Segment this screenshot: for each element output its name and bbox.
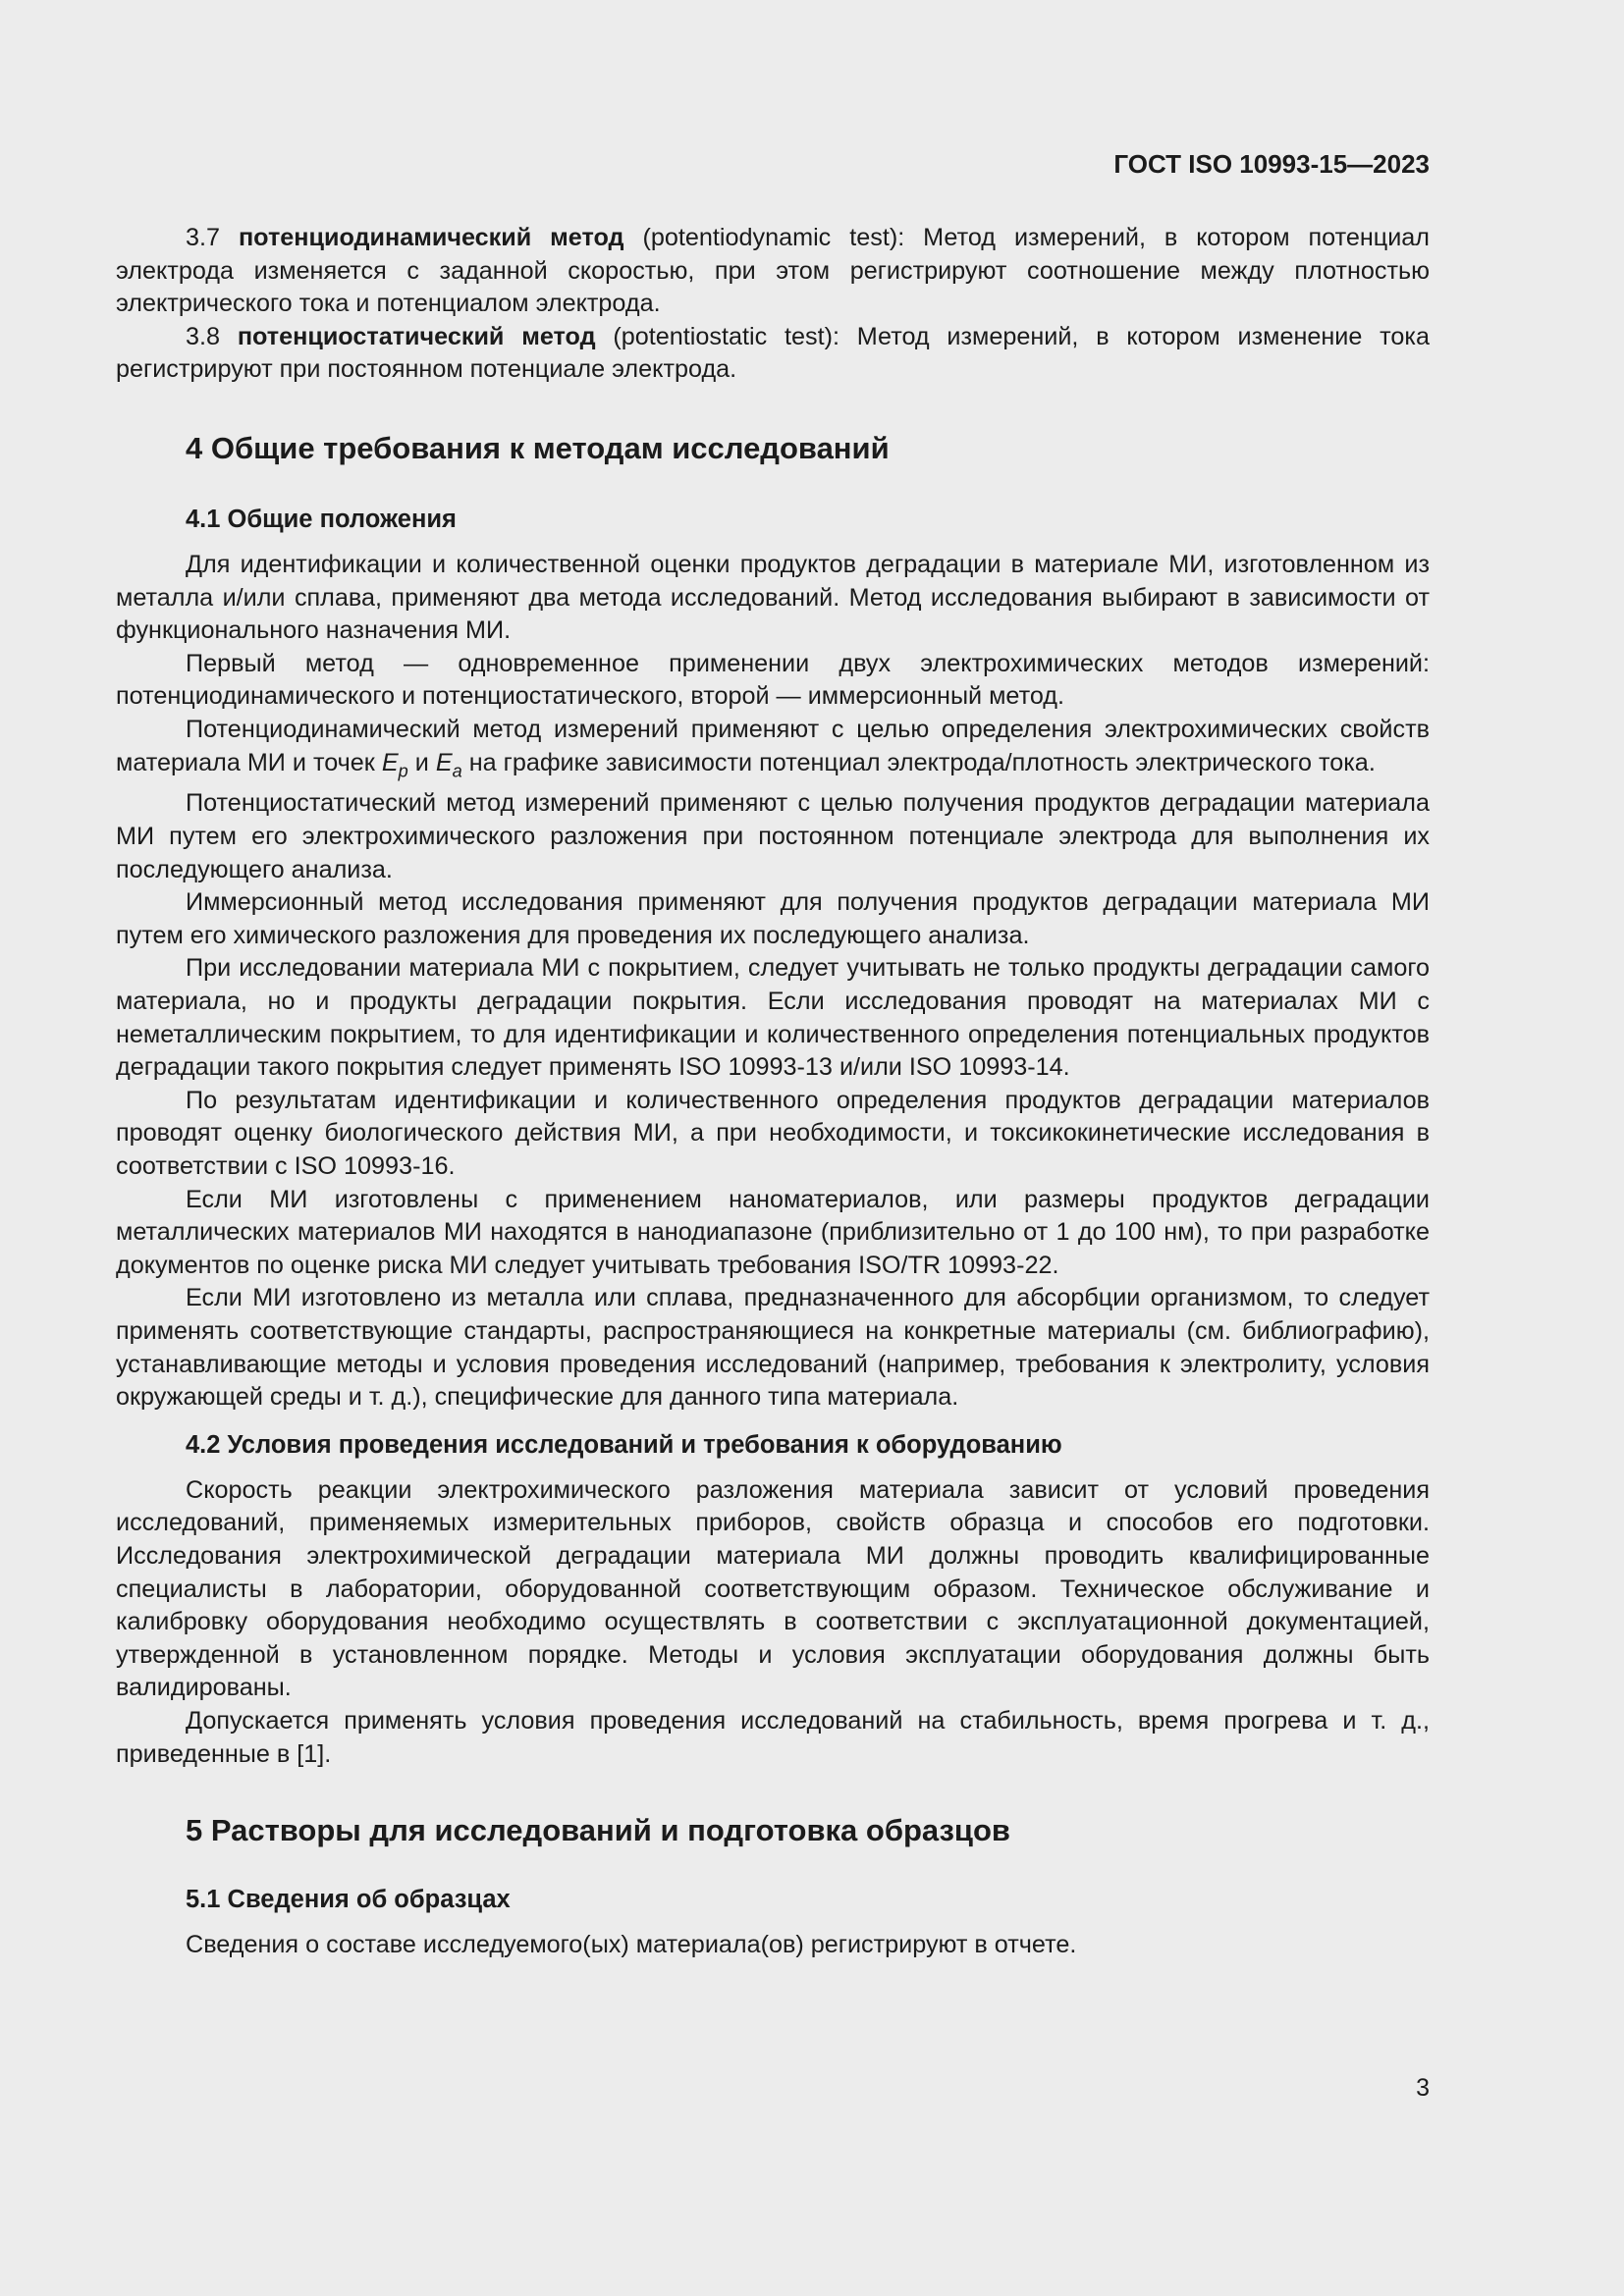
paragraph-text: Потенциодинамический метод измерений применяют с целью определения электрохимических свойств материала МИ и точек — [116, 715, 1430, 776]
paragraph: Допускается применять условия проведения исследований на стабильность, время прогрева и т. д., приведенные в [1]. — [116, 1706, 1430, 1768]
paragraph-text: и — [407, 748, 436, 776]
definition-term: потенциостатический метод — [237, 322, 596, 350]
definition-3-7 — [116, 222, 1430, 321]
document-body — [116, 222, 1430, 1962]
paragraph: Если МИ изготовлено из металла или сплава, предназначенного для абсорбции организмом, то следует применять соответствующие стандарты, распространяющиеся на конкретные материалы (см. библиографию), устанавливающие методы и условия проведения исследований (например, требования к электролиту, условия окружающей среды и т. д.), специфические для данного типа материала. — [116, 1284, 1430, 1412]
subsection-4-2-title: 4.2 Условия проведения исследований и требования к оборудованию — [186, 1430, 1062, 1459]
paragraph: Для идентификации и количественной оценки продуктов деградации в материале МИ, изготовленном из металла и/или сплава, применяют два метода исследований. Метод исследования выбирают в зависимости от функционального назначения МИ. — [116, 550, 1430, 645]
potential-subscript: a — [452, 760, 462, 780]
subsection-5-1-title: 5.1 Сведения об образцах — [186, 1886, 511, 1914]
definition-term: потенциодинамический метод — [238, 224, 624, 251]
paragraph: Первый метод — одновременное применении двух электрохимических методов измерений: потенциодинамического и потенциостатического, второй — иммерсионный метод. — [116, 649, 1430, 711]
definition-3-8 — [116, 321, 1430, 387]
paragraph: По результатам идентификации и количественного определения продуктов деградации материалов проводят оценку биологического действия МИ, а при необходимости, и токсикокинетические исследования в соответствии с ISO 10993-16. — [116, 1086, 1430, 1180]
paragraph-text: на графике зависимости потенциал электрода/плотность электрического тока. — [461, 748, 1376, 776]
definition-number: 3.8 — [186, 322, 238, 350]
paragraph: При исследовании материала МИ с покрытием, следует учитывать не только продукты деградации самого материала, но и продукты деградации покрытия. Если исследования проводят на материалах МИ с неметаллическим покрытием, то для идентификации и количественного определения потенциальных продуктов деградации такого покрытия следует применять ISO 10993-13 и/или ISO 10993-14. — [116, 954, 1430, 1082]
paragraph: Скорость реакции электрохимического разложения материала зависит от условий проведения исследований, применяемых измерительных приборов, свойств образца и способов его подготовки. Исследования электрохимической деградации материала МИ должны проводить квалифицированные специалисты в лаборатории, оборудованной соответствующим образом. Техническое обслуживание и калибровку оборудования необходимо осуществлять в соответствии с эксплуатационной документацией, утвержденной в установленном порядке. Методы и условия эксплуатации оборудования должны быть валидированы. — [116, 1475, 1430, 1702]
definition-text: (potentiodynamic test): Метод измерений, в котором потенциал электрода изменяется с заданной скоростью, при этом регистрируют соотношение между плотностью электрического тока и потенциалом электрода. — [116, 224, 1430, 318]
paragraph: Если МИ изготовлены с применением наноматериалов, или размеры продуктов деградации металлических материалов МИ находятся в нанодиапазоне (приблизительно от 1 до 100 нм), то при разработке документов по оценке риска МИ следует учитывать требования ISO/TR 10993-22. — [116, 1185, 1430, 1279]
paragraph — [116, 714, 1430, 788]
section-5-title: 5 Растворы для исследований и подготовка образцов — [186, 1813, 1010, 1848]
potential-subscript: p — [398, 760, 408, 780]
paragraph: Сведения о составе исследуемого(ых) материала(ов) регистрируют в отчете. — [186, 1931, 1077, 1959]
paragraph: Потенциостатический метод измерений применяют с целью получения продуктов деградации материала МИ путем его электрохимического разложения при постоянном потенциале электрода для выполнения их последующего анализа. — [116, 789, 1430, 883]
potential-symbol: E — [381, 748, 399, 776]
section-4-title: 4 Общие требования к методам исследований — [186, 430, 890, 465]
potential-symbol: E — [435, 748, 453, 776]
definition-text: (potentiostatic test): Метод измерений, в котором изменение тока регистрируют при постоянном потенциале электрода. — [116, 322, 1431, 384]
document-header: ГОСТ ISO 10993-15—2023 — [1113, 149, 1430, 179]
definition-number: 3.7 — [186, 224, 239, 251]
page-number: 3 — [1416, 2074, 1430, 2102]
paragraph: Иммерсионный метод исследования применяют для получения продуктов деградации материала МИ путем его химического разложения для проведения их последующего анализа. — [116, 888, 1430, 949]
subsection-4-1-title: 4.1 Общие положения — [186, 505, 457, 533]
